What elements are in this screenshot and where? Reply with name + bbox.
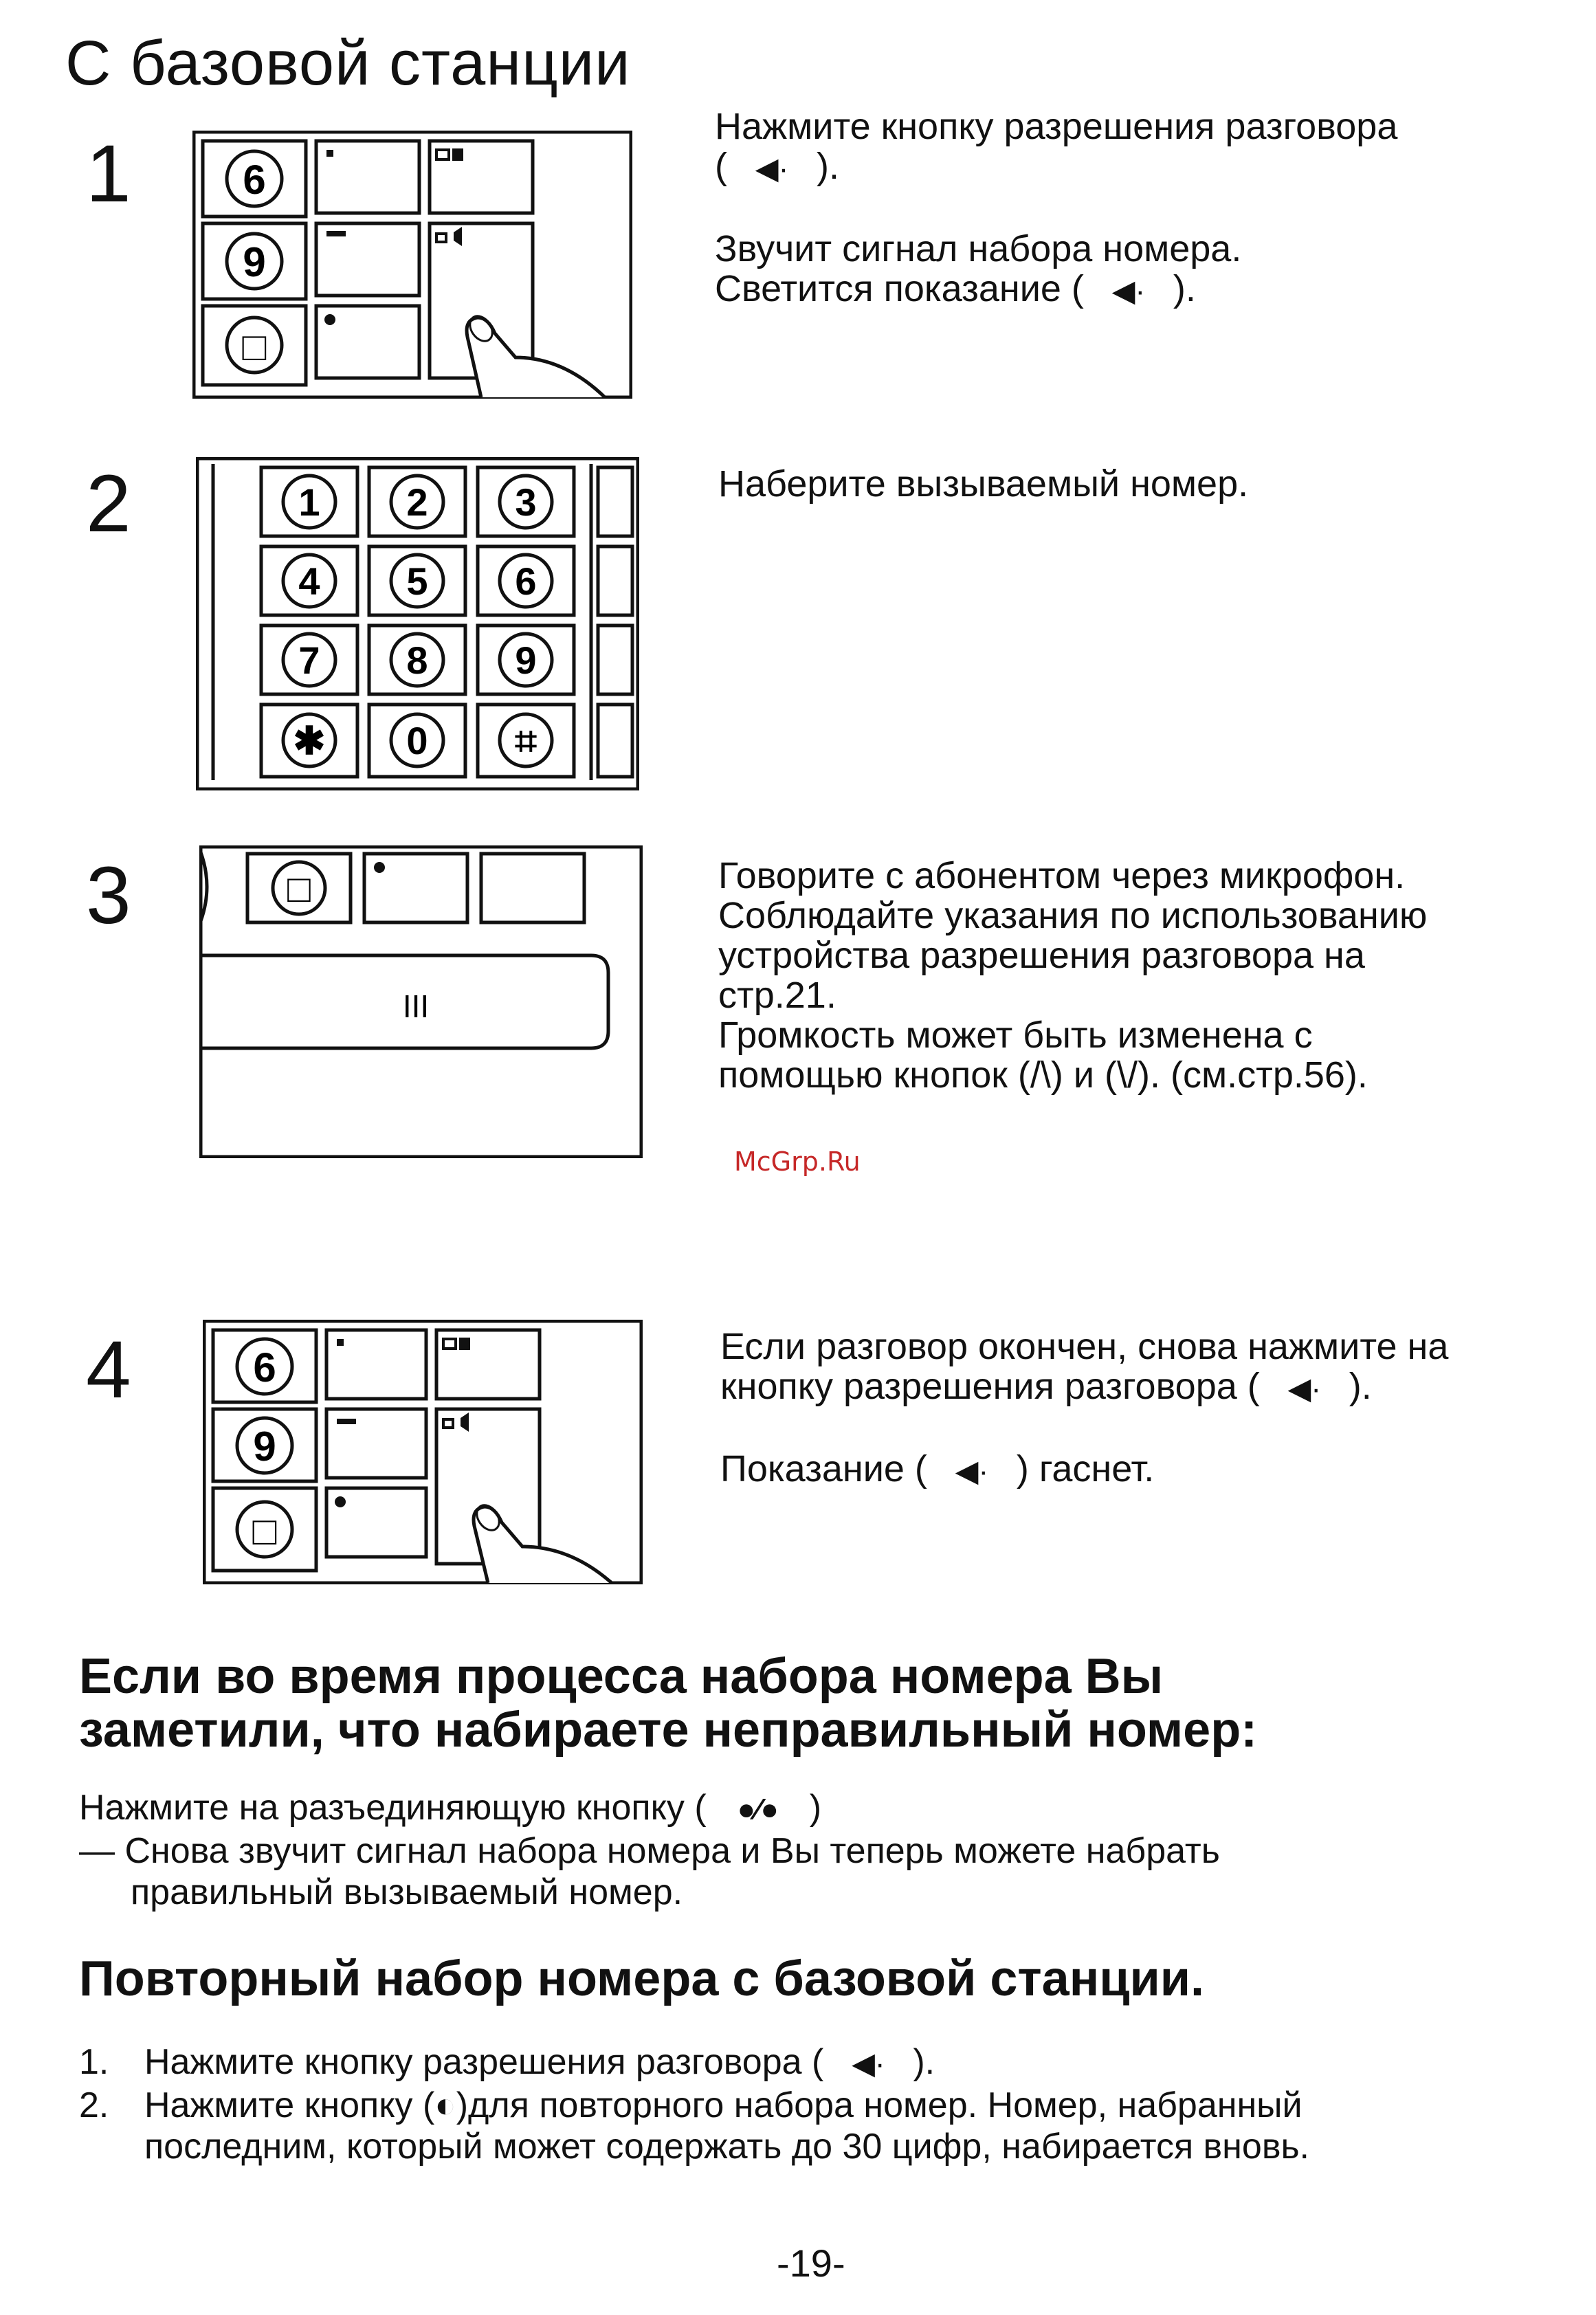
- key-6-label: 6: [243, 157, 266, 203]
- step-4-text: Если разговор окончен, снова нажмите на кнопку разрешения разговора ( ◀· ). Показание ( ◀· ) гаснет.: [720, 1327, 1586, 1492]
- key-pound-label: □: [287, 867, 311, 910]
- wrong-number-body: Нажмите на разъединяющую кнопку ( ●⁄● ) — Снова звучит сигнал набора номера и Вы теперь можете набрать правильный вызываемый номер.: [79, 1788, 1220, 1912]
- step-4-line1: Если разговор окончен, снова нажмите на: [720, 1326, 1449, 1367]
- step-1-figure: [192, 131, 632, 399]
- speaker-icon: ◀·: [755, 152, 789, 186]
- step-number-4: 4: [86, 1325, 131, 1415]
- step-3-text: [718, 856, 1584, 1095]
- speaker-icon: ◀·: [1111, 274, 1146, 308]
- step-number-2: 2: [86, 458, 131, 549]
- keypad-key-8: 8: [406, 639, 428, 682]
- step-3-line4: стр.21.: [718, 975, 836, 1016]
- disconnect-icon: ●⁄●: [737, 1793, 779, 1826]
- keypad-key-3: 3: [515, 480, 537, 524]
- keypad-key-6: 6: [515, 560, 537, 603]
- step-2-keypad-figure: [196, 457, 639, 790]
- page-number: -19-: [777, 2241, 845, 2285]
- key-pound-label: □: [252, 1509, 277, 1553]
- keypad-key-9: 9: [515, 639, 537, 682]
- redial-item-2: 2. Нажмите кнопку (◐)для повторного набора номер. Номер, набранный: [79, 2085, 1303, 2125]
- keypad-key-pound: ⌗: [515, 719, 537, 762]
- key-9-label: 9: [243, 239, 266, 285]
- step-number-3: 3: [86, 850, 131, 941]
- speaker-icon: ◀·: [1287, 1372, 1321, 1406]
- key-6-label: 6: [253, 1344, 276, 1391]
- keypad-key-5: 5: [406, 560, 428, 603]
- keypad-key-0: 0: [406, 719, 428, 762]
- keypad-key-star: ✱: [293, 719, 326, 762]
- step-3-figure: [199, 845, 643, 1158]
- speaker-icon: ◀·: [852, 2047, 885, 2081]
- step-4-figure: [203, 1320, 643, 1584]
- step-1-text: Нажмите кнопку разрешения разговора ( ◀· ). Звучит сигнал набора номера. Светится показание ( ◀· ).: [715, 107, 1540, 311]
- key-pound-label: □: [242, 324, 267, 369]
- step-3-line3: устройства разрешения разговора на: [718, 935, 1365, 976]
- keypad-key-4: 4: [298, 560, 320, 603]
- step-3-line2: Соблюдайте указания по использованию: [718, 895, 1428, 936]
- speaker-icon: ◀·: [955, 1454, 989, 1488]
- redial-item-1: 1. Нажмите кнопку разрешения разговора ( ◀· ).: [79, 2041, 1557, 2085]
- step-1-line1: Нажмите кнопку разрешения разговора: [715, 106, 1398, 147]
- redial-heading: Повторный набор номера с базовой станции.: [79, 1951, 1204, 2006]
- step-3-line5: Громкость может быть изменена с: [718, 1015, 1313, 1056]
- redial-list: 1. Нажмите кнопку разрешения разговора ( ◀· ). 2. Нажмите кнопку (◐)для повторного набора номер. Номер, набранный последним, который может содержать до 30 цифр, набирается вновь.: [79, 2041, 1557, 2167]
- keypad-key-2: 2: [406, 480, 428, 524]
- page-title: С базовой станции: [65, 28, 631, 98]
- key-9-label: 9: [253, 1424, 276, 1470]
- watermark: McGrp.Ru: [734, 1147, 861, 1177]
- step-number-1: 1: [86, 129, 131, 219]
- step-2-text: Наберите вызываемый номер.: [718, 463, 1249, 505]
- step-3-line1: Говорите с абонентом через микрофон.: [718, 855, 1406, 896]
- wrong-number-heading: Если во время процесса набора номера Вы заметили, что набираете неправильный номер:: [79, 1649, 1258, 1758]
- keypad-key-7: 7: [298, 639, 320, 682]
- step-3-line6: помощью кнопок (/\) и (\/). (см.стр.56).: [718, 1054, 1368, 1096]
- step-1-line3: Звучит сигнал набора номера.: [715, 228, 1242, 269]
- figure-label-iii: III: [402, 988, 430, 1024]
- redial-icon: ◐: [434, 2085, 456, 2125]
- keypad-key-1: 1: [298, 480, 320, 524]
